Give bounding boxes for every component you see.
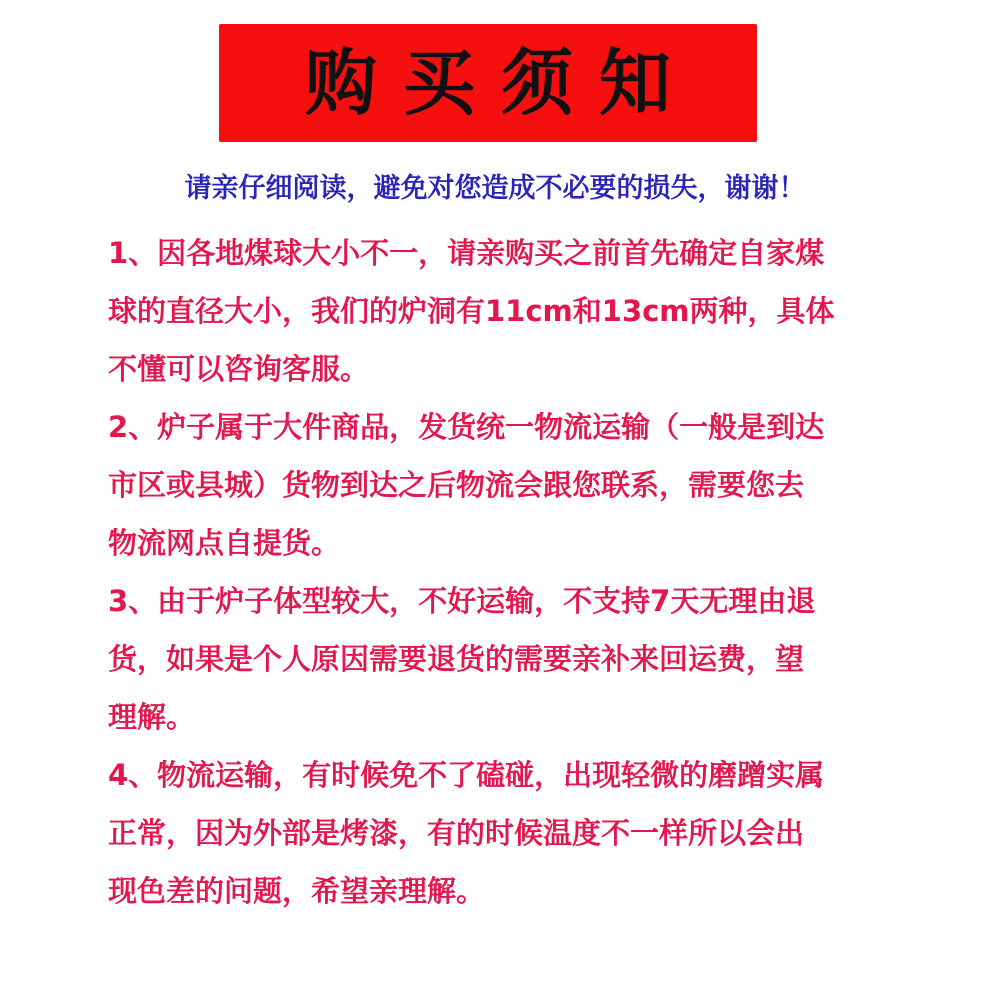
page-title: 购买须知 xyxy=(304,41,697,125)
notice-line: 市区或县城）货物到达之后物流会跟您联系，需要您去 xyxy=(108,468,805,502)
notice-item-3 xyxy=(108,572,928,746)
notice-line: 货，如果是个人原因需要退货的需要亲补来回运费，望 xyxy=(108,642,805,676)
notice-line: 3、由于炉子体型较大，不好运输，不支持7天无理由退 xyxy=(108,584,816,618)
notice-line: 不懂可以咨询客服。 xyxy=(108,352,370,386)
notice-line: 2、炉子属于大件商品，发货统一物流运输（一般是到达 xyxy=(108,410,825,444)
notice-line: 现色差的问题，希望亲理解。 xyxy=(108,874,486,908)
notice-line: 1、因各地煤球大小不一，请亲购买之前首先确定自家煤 xyxy=(108,236,825,270)
notice-line: 正常，因为外部是烤漆，有的时候温度不一样所以会出 xyxy=(108,816,805,850)
notice-line: 4、物流运输，有时候免不了磕碰，出现轻微的磨蹭实属 xyxy=(108,758,825,792)
notice-line: 理解。 xyxy=(108,700,196,734)
notice-line: 球的直径大小，我们的炉洞有11cm和13cm两种，具体 xyxy=(108,294,835,328)
notice-line: 物流网点自提货。 xyxy=(108,526,341,560)
notice-item-2 xyxy=(108,398,928,572)
notice-item-4 xyxy=(108,746,928,920)
notice-list xyxy=(108,224,928,920)
notice-item-1 xyxy=(108,224,928,398)
title-banner xyxy=(219,24,757,142)
subtitle: 请亲仔细阅读，避免对您造成不必要的损失，谢谢！ xyxy=(184,173,806,204)
